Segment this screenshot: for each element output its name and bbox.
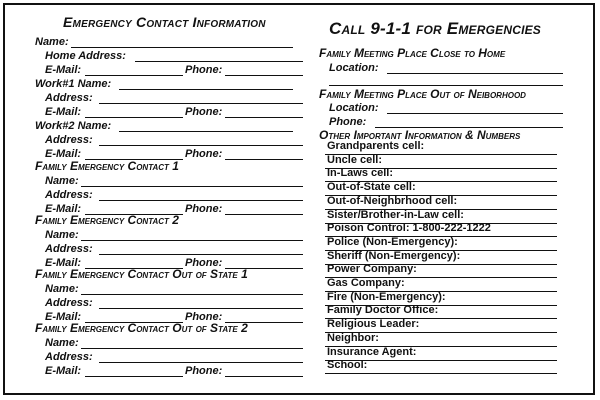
important-number-label: Gas Company: xyxy=(327,277,405,289)
name-line[interactable] xyxy=(71,47,293,48)
email-label: E-Mail: xyxy=(45,64,82,76)
important-number-label: In-Laws cell: xyxy=(327,167,394,180)
home-address-row xyxy=(45,50,305,64)
phone-label: Phone: xyxy=(185,64,223,76)
name-label: Name: xyxy=(35,36,69,48)
email-label: E-Mail: xyxy=(45,311,82,323)
phone-label: Phone: xyxy=(329,116,367,128)
name-line[interactable] xyxy=(81,240,303,241)
important-number-label: Grandparents cell: xyxy=(327,140,425,152)
name-row xyxy=(35,36,305,50)
home-address-label: Home Address: xyxy=(45,50,126,62)
address-label: Address: xyxy=(45,134,93,146)
address-line[interactable] xyxy=(99,254,303,255)
phone-label: Phone: xyxy=(185,148,223,160)
address-line[interactable] xyxy=(99,145,303,146)
phone-label: Phone: xyxy=(185,311,223,323)
important-number-label: Sheriff (Non-Emergency): xyxy=(327,249,461,262)
work1-name-label: Work#1 Name: xyxy=(35,78,112,90)
name-line[interactable] xyxy=(81,294,303,295)
os2-address-row xyxy=(45,351,305,365)
phone-line[interactable] xyxy=(225,214,303,215)
phone-label: Phone: xyxy=(185,203,223,215)
os1-address-row xyxy=(45,297,305,311)
location-line[interactable] xyxy=(387,113,563,114)
title-number: 9-1-1 xyxy=(370,19,412,38)
important-number-label: School: xyxy=(327,359,368,372)
phone-line[interactable] xyxy=(225,117,303,118)
os2-name-row xyxy=(45,337,305,351)
address-line[interactable] xyxy=(99,200,303,201)
fc2-address-row xyxy=(45,243,305,257)
meeting-close-extra-row xyxy=(329,74,569,88)
name-label: Name: xyxy=(45,175,79,187)
email-line[interactable] xyxy=(85,376,183,377)
address-label: Address: xyxy=(45,189,93,201)
email-label: E-Mail: xyxy=(45,148,82,160)
important-number-label: Insurance Agent: xyxy=(327,345,417,358)
phone-line[interactable] xyxy=(225,75,303,76)
address-line[interactable] xyxy=(99,362,303,363)
address-line[interactable] xyxy=(99,308,303,309)
left-title: Emergency Contact Information xyxy=(63,14,266,30)
location-label: Location: xyxy=(329,102,379,114)
work1-name-row xyxy=(35,78,305,92)
important-number-label: Police (Non-Emergency): xyxy=(327,235,458,248)
section-out-of-state-1: Family Emergency Contact Out of State 1 xyxy=(35,267,248,281)
name-label: Name: xyxy=(45,283,79,295)
address-label: Address: xyxy=(45,243,93,255)
other-info-heading: Other Important Information & Numbers xyxy=(319,128,521,142)
os2-email-phone-row xyxy=(45,365,305,379)
address-line[interactable] xyxy=(99,103,303,104)
phone-line[interactable] xyxy=(225,159,303,160)
home-address-line[interactable] xyxy=(135,61,303,62)
address-label: Address: xyxy=(45,297,93,309)
title-suffix: for Emergencies xyxy=(411,19,542,38)
important-number-label: Neighbor: xyxy=(327,331,379,344)
important-number-label: Sister/Brother-in-Law cell: xyxy=(327,208,464,221)
important-number-label: Out-of-State cell: xyxy=(327,181,416,194)
meeting-close-heading: Family Meeting Place Close to Home xyxy=(319,46,506,60)
fc1-address-row xyxy=(45,189,305,203)
email-label: E-Mail: xyxy=(45,203,82,215)
work2-address-row xyxy=(45,134,305,148)
section-family-contact-1: Family Emergency Contact 1 xyxy=(35,159,179,173)
meeting-out-location-row xyxy=(329,102,569,116)
important-number-label: Religious Leader: xyxy=(327,318,420,331)
address-label: Address: xyxy=(45,92,93,104)
location-extra-line[interactable] xyxy=(329,85,563,86)
section-family-contact-2: Family Emergency Contact 2 xyxy=(35,213,179,227)
important-number-label: Uncle cell: xyxy=(327,153,383,166)
work1-address-row xyxy=(45,92,305,106)
name-label: Name: xyxy=(45,229,79,241)
name-line[interactable] xyxy=(81,186,303,187)
phone-line[interactable] xyxy=(225,376,303,377)
email-phone-row-1 xyxy=(45,64,305,78)
section-out-of-state-2: Family Emergency Contact Out of State 2 xyxy=(35,321,248,335)
name-line[interactable] xyxy=(81,348,303,349)
email-phone-row-2 xyxy=(45,106,305,120)
fc1-name-row xyxy=(45,175,305,189)
email-line[interactable] xyxy=(85,75,183,76)
important-number-label: Family Doctor Office: xyxy=(327,304,439,317)
important-number-label: Out-of-Neighbrhood cell: xyxy=(327,194,458,207)
email-line[interactable] xyxy=(85,117,183,118)
address-label: Address: xyxy=(45,351,93,363)
work2-name-line[interactable] xyxy=(119,131,293,132)
emergency-contact-card xyxy=(3,3,595,395)
important-number-label: Poison Control: 1-800-222-1222 xyxy=(327,222,491,235)
work1-name-line[interactable] xyxy=(119,89,293,90)
location-label: Location: xyxy=(329,62,379,74)
phone-label: Phone: xyxy=(185,365,223,377)
important-number-label: Power Company: xyxy=(327,263,417,276)
important-number-label: Fire (Non-Emergency): xyxy=(327,290,446,303)
right-title xyxy=(329,19,541,39)
email-label: E-Mail: xyxy=(45,257,82,269)
name-label: Name: xyxy=(45,337,79,349)
email-label: E-Mail: xyxy=(45,106,82,118)
fc2-name-row xyxy=(45,229,305,243)
important-number-row[interactable] xyxy=(325,359,557,374)
email-label: E-Mail: xyxy=(45,365,82,377)
work2-name-row xyxy=(35,120,305,134)
phone-label: Phone: xyxy=(185,106,223,118)
os1-name-row xyxy=(45,283,305,297)
phone-label: Phone: xyxy=(185,257,223,269)
meeting-out-heading: Family Meeting Place Out of Neiborhood xyxy=(319,87,526,101)
work2-name-label: Work#2 Name: xyxy=(35,120,112,132)
title-call: Call xyxy=(329,19,371,38)
